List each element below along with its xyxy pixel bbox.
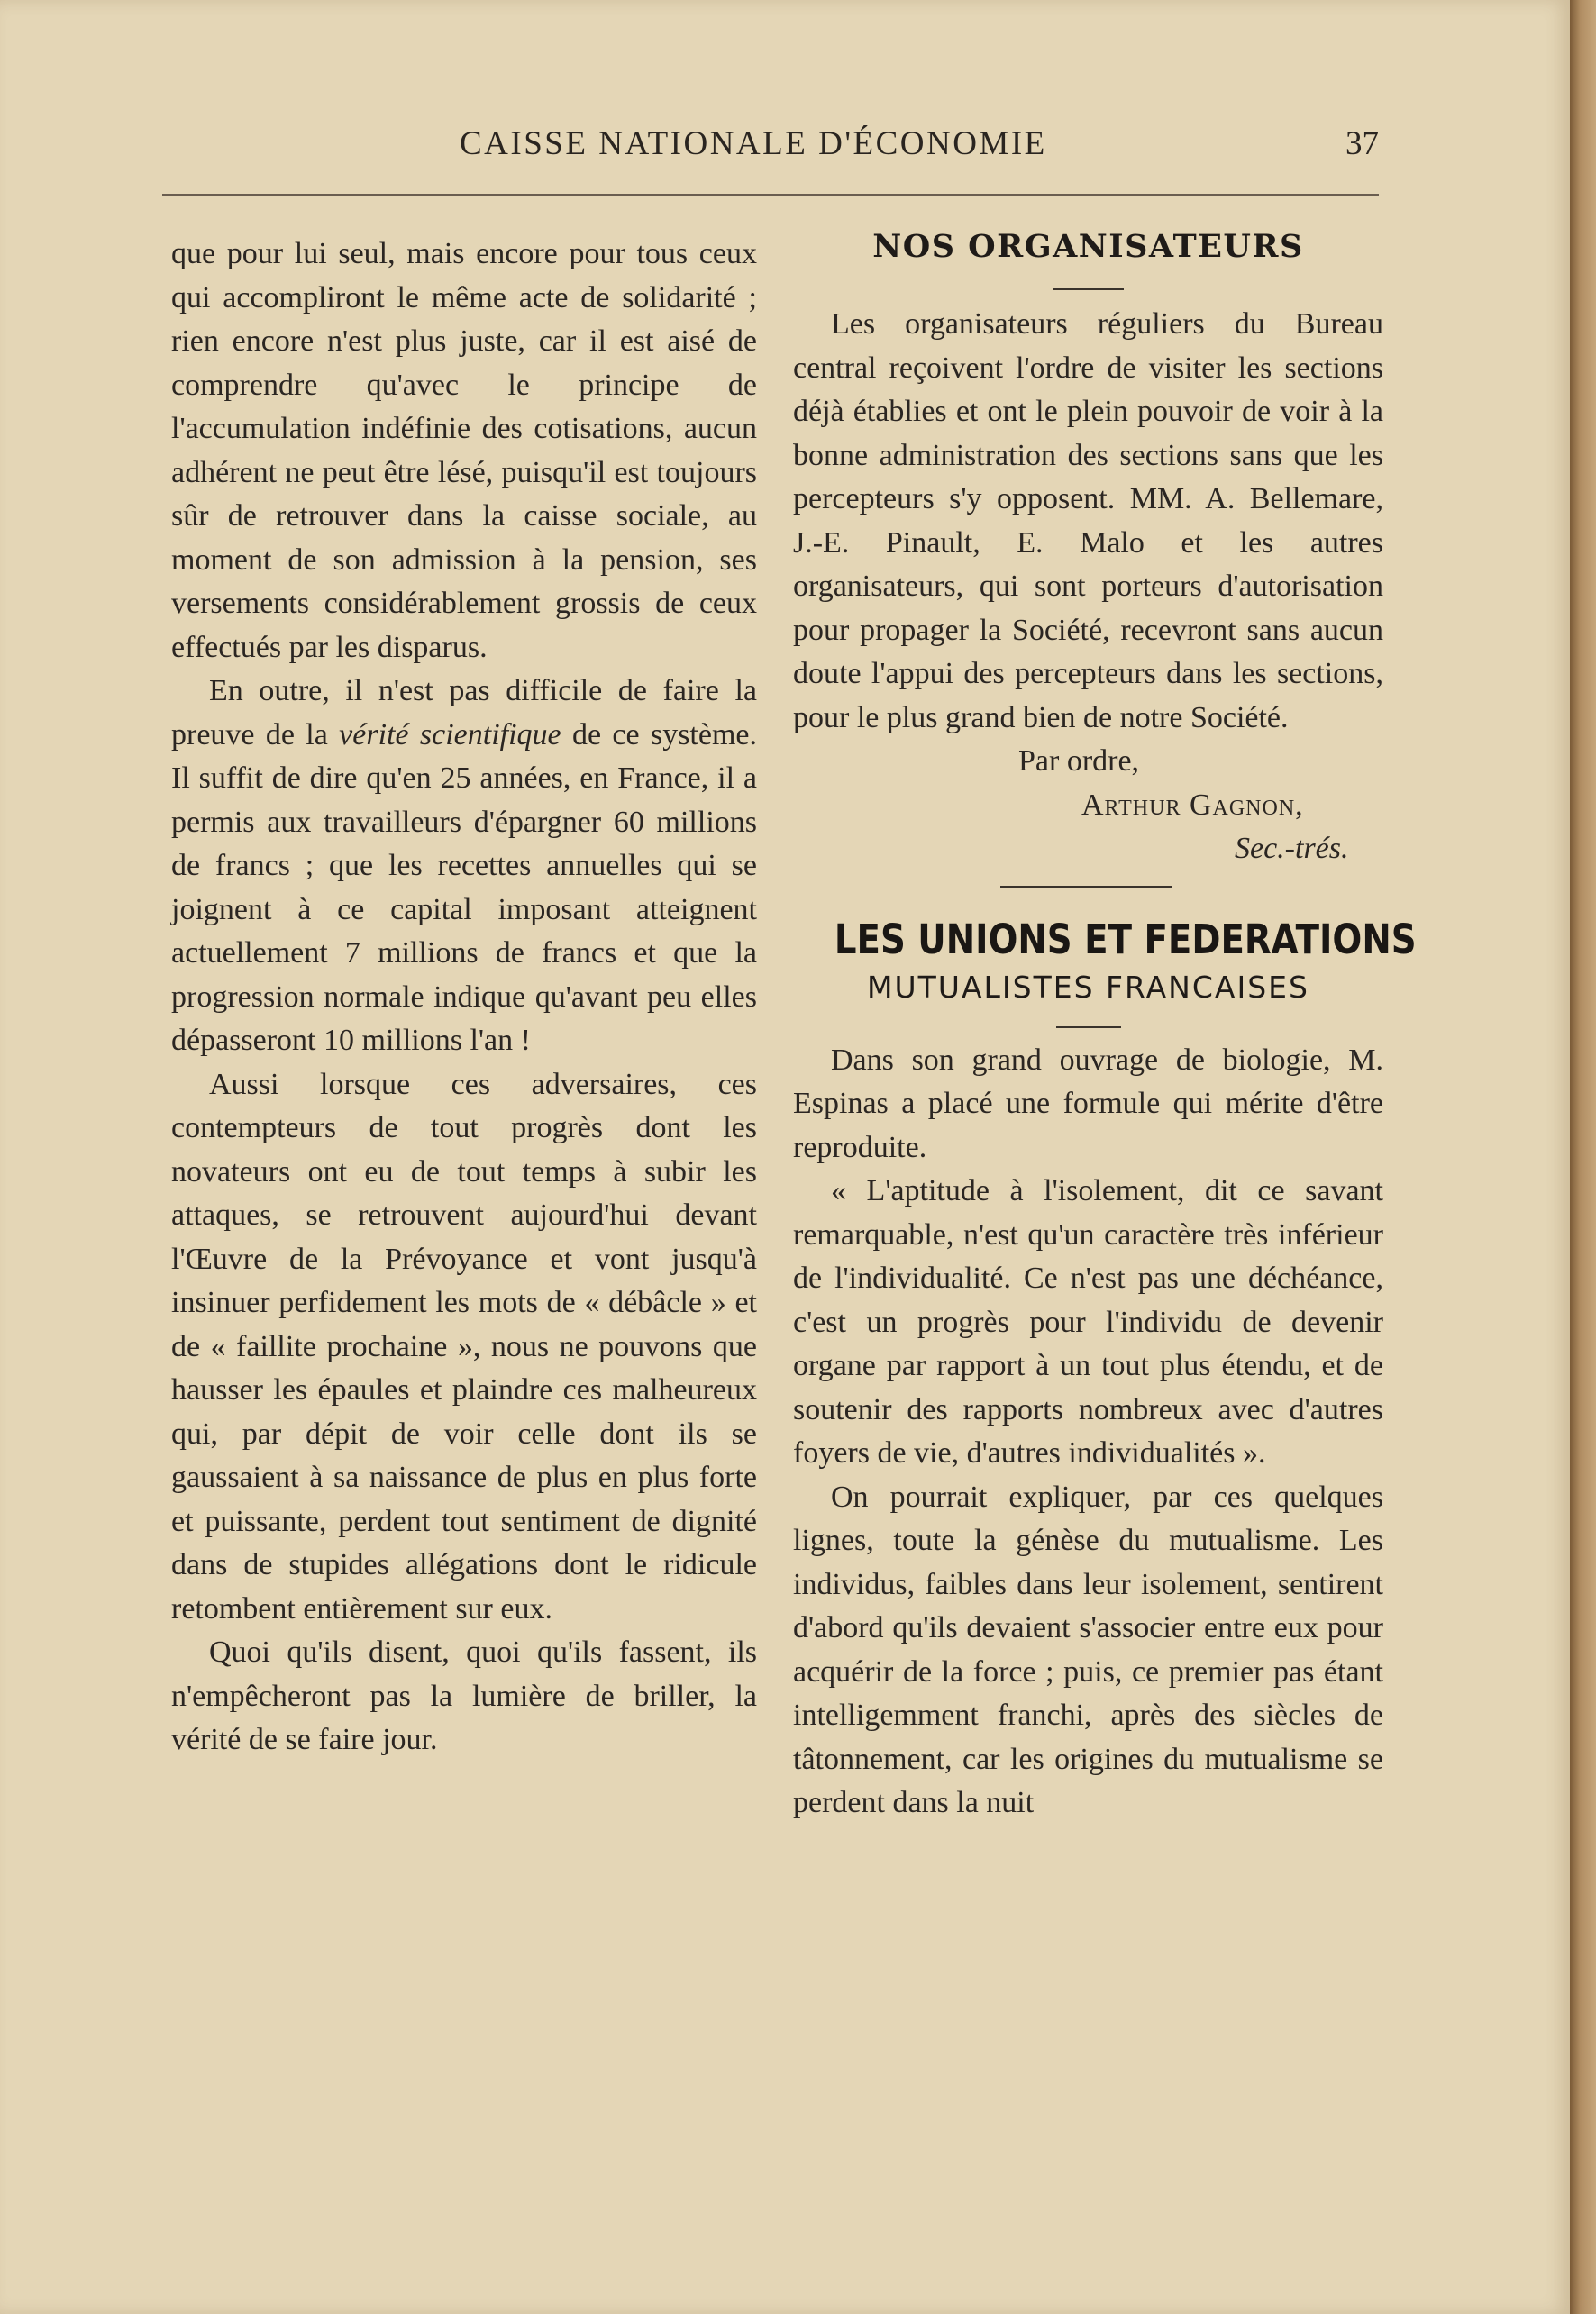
page-header — [162, 124, 1379, 178]
signature-line: Par ordre, — [1018, 744, 1140, 778]
paragraph-verite-scientifique — [171, 670, 757, 1063]
section-divider — [1000, 886, 1172, 888]
divider — [1056, 1026, 1121, 1028]
section-title-organisateurs: NOS ORGANISATEURS — [872, 228, 1304, 265]
signature-name: Arthur Gagnon, — [1081, 788, 1304, 822]
divider — [1053, 288, 1124, 290]
paragraph: Quoi qu'ils disent, quoi qu'ils fassent, ils n'empêcheront pas la lumière de briller, la vérité de se faire jour. — [171, 1635, 757, 1756]
paragraph: On pourrait expliquer, par ces quelques lignes, toute la génèse du mutualisme. Les individus, faibles dans leur isolement, sentirent d'abord qu'ils devaient s'associer entre eux pour acquérir de la force ; puis, ce premier pas étant intelligemment franchi, après des siècles de tâtonnement, car les origines du mutualisme se perdent dans la nuit — [793, 1480, 1383, 1819]
paragraph: que pour lui seul, mais encore pour tous ceux qui accompliront le même acte de solidarité ; rien encore n'est plus juste, car il est aisé de comprendre qu'avec le principe de l'accumulation indéfinie des cotisations, aucun adhérent ne peut être lésé, puisqu'il est toujours sûr de retrouver dans la caisse sociale, au moment de son admission à la pension, ses versements considérablement grossis de ceux effectués par les disparus. — [171, 237, 757, 664]
paragraph: Dans son grand ouvrage de biologie, M. Espinas a placé une formule qui mérite d'être reproduite. — [793, 1043, 1383, 1164]
paragraph-text: de ce système. Il suffit de dire qu'en 25 années, en France, il a permis aux travailleurs d'épargner 60 millions de francs ; que les recettes annuelles qui se joignent à ce capital imposant atteignent actuellement 7 millions de francs et que la progression normale indique qu'avant peu elles dépasseront 10 millions l'an ! — [171, 717, 757, 1057]
left-column — [171, 232, 757, 1763]
paragraph: Aussi lorsque ces adversaires, ces contempteurs de tout progrès dont les novateurs ont eu de tout temps à subir les attaques, se retrouvent aujourd'hui devant l'Œuvre de la Prévoyance et vont jusqu'à insinuer perfidement les mots de « débâcle » et de « faillite prochaine », nous ne pouvons que hausser les épaules et plaindre ces malheureux qui, par dépit de voir celle dont ils se gaussaient à sa naissance de plus en plus forte et puissante, perdent tout sentiment de dignité dans de stupides allégations dont le ridicule retombent entièrement sur eux. — [171, 1067, 757, 1626]
section-subtitle: MUTUALISTES FRANCAISES — [867, 969, 1309, 1005]
right-column — [793, 228, 1417, 1826]
signature-title: Sec.-trés. — [1235, 832, 1349, 865]
header-rule — [162, 194, 1379, 196]
italic-phrase: vérité scientifique — [339, 717, 561, 752]
paragraph: « L'aptitude à l'isolement, dit ce savant remarquable, n'est qu'un caractère très inférieur de l'individualité. Ce n'est pas une déchéance, c'est un progrès pour l'individu de devenir organe par rapport à un tout plus étendu, et de soutenir des rapports nombreux avec d'autres foyers de vie, d'autres individualités ». — [793, 1174, 1383, 1470]
paragraph: Les organisateurs réguliers du Bureau central reçoivent l'ordre de visiter les sections déjà établies et ont le plein pouvoir de voir à la bonne administration des sections sans que les percepteurs s'y opposent. MM. A. Bellemare, J.-E. Pinault, E. Malo et les autres organisateurs, qui sont porteurs d'autorisation pour propager la Société, recevront sans aucun doute l'appui des percepteurs dans les sections, pour le plus grand bien de notre Société. — [793, 307, 1383, 734]
page-edge — [1570, 0, 1596, 2314]
running-title: CAISSE NATIONALE D'ÉCONOMIE — [460, 125, 1047, 162]
section-title-unions: LES UNIONS ET FEDERATIONS — [834, 915, 1417, 963]
paragraph-text: En outre, il n'est pas difficile de faire la preuve de la — [171, 674, 757, 752]
page-number: 37 — [1345, 125, 1379, 162]
signature-block — [793, 740, 1383, 871]
